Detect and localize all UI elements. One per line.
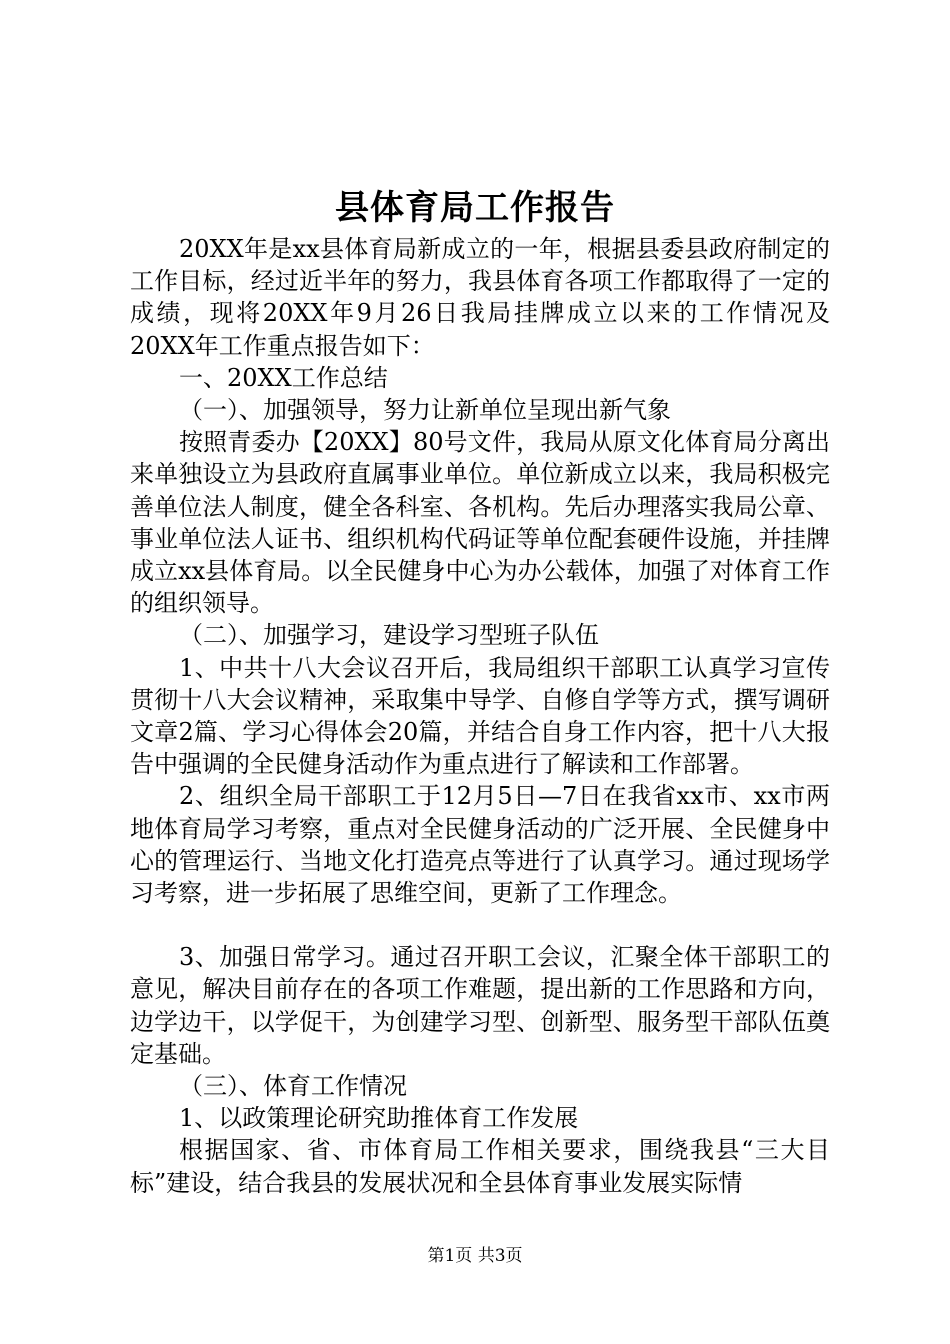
body-paragraph: 根据国家、省、市体育局工作相关要求，围绕我县“三大目标”建设，结合我县的发展状况和全县体育事业发展实际情 [130,1136,830,1197]
section-heading: 一、20XX工作总结 [179,363,388,392]
page-title: 县体育局工作报告 [335,188,615,228]
body-paragraph: 1、中共十八大会议召开后，我局组织干部职工认真学习宣传贯彻十八大会议精神，采取集中导学、自修自学等方式，撰写调研文章2篇、学习心得体会20篇，并结合自身工作内容，把十八大报告中强调的全民健身活动作为重点进行了解读和工作部署。 [130,653,830,779]
body-paragraph: 3、加强日常学习。通过召开职工会议，汇聚全体干部职工的意见，解决目前存在的各项工作难题，提出新的工作思路和方向，边学边干，以学促干，为创建学习型、创新型、服务型干部队伍奠定基础。 [130,943,830,1068]
body-paragraph: 2、组织全局干部职工于12月5日—7日在我省xx市、xx市两地体育局学习考察，重点对全民健身活动的广泛开展、全民健身中心的管理运行、当地文化打造亮点等进行了认真学习。通过现场学习考察，进一步拓展了思维空间，更新了工作理念。 [130,782,830,908]
subsection-heading: （二）、加强学习，建设学习型班子队伍 [179,621,599,650]
item-heading: 1、以政策理论研究助推体育工作发展 [179,1104,579,1133]
paragraph-gap [130,909,830,941]
document-body [130,233,830,1199]
body-paragraph: 按照青委办【20XX】80号文件，我局从原文化体育局分离出来单独设立为县政府直属事业单位。单位新成立以来，我局积极完善单位法人制度，健全各科室、各机构。先后办理落实我局公章、事业单位法人证书、组织机构代码证等单位配套硬件设施，并挂牌成立xx县体育局。以全民健身中心为办公载体，加强了对体育工作的组织领导。 [130,428,830,618]
page-footer: 第1页 共3页 [427,1246,523,1266]
subsection-heading: （三）、体育工作情况 [179,1072,407,1101]
intro-paragraph: 20XX年是xx县体育局新成立的一年，根据县委县政府制定的工作目标，经过近半年的努力，我县体育各项工作都取得了一定的成绩，现将20XX年9月26日我局挂牌成立以来的工作情况及20XX年工作重点报告如下： [130,235,830,360]
subsection-heading: （一）、加强领导，努力让新单位呈现出新气象 [179,396,671,425]
